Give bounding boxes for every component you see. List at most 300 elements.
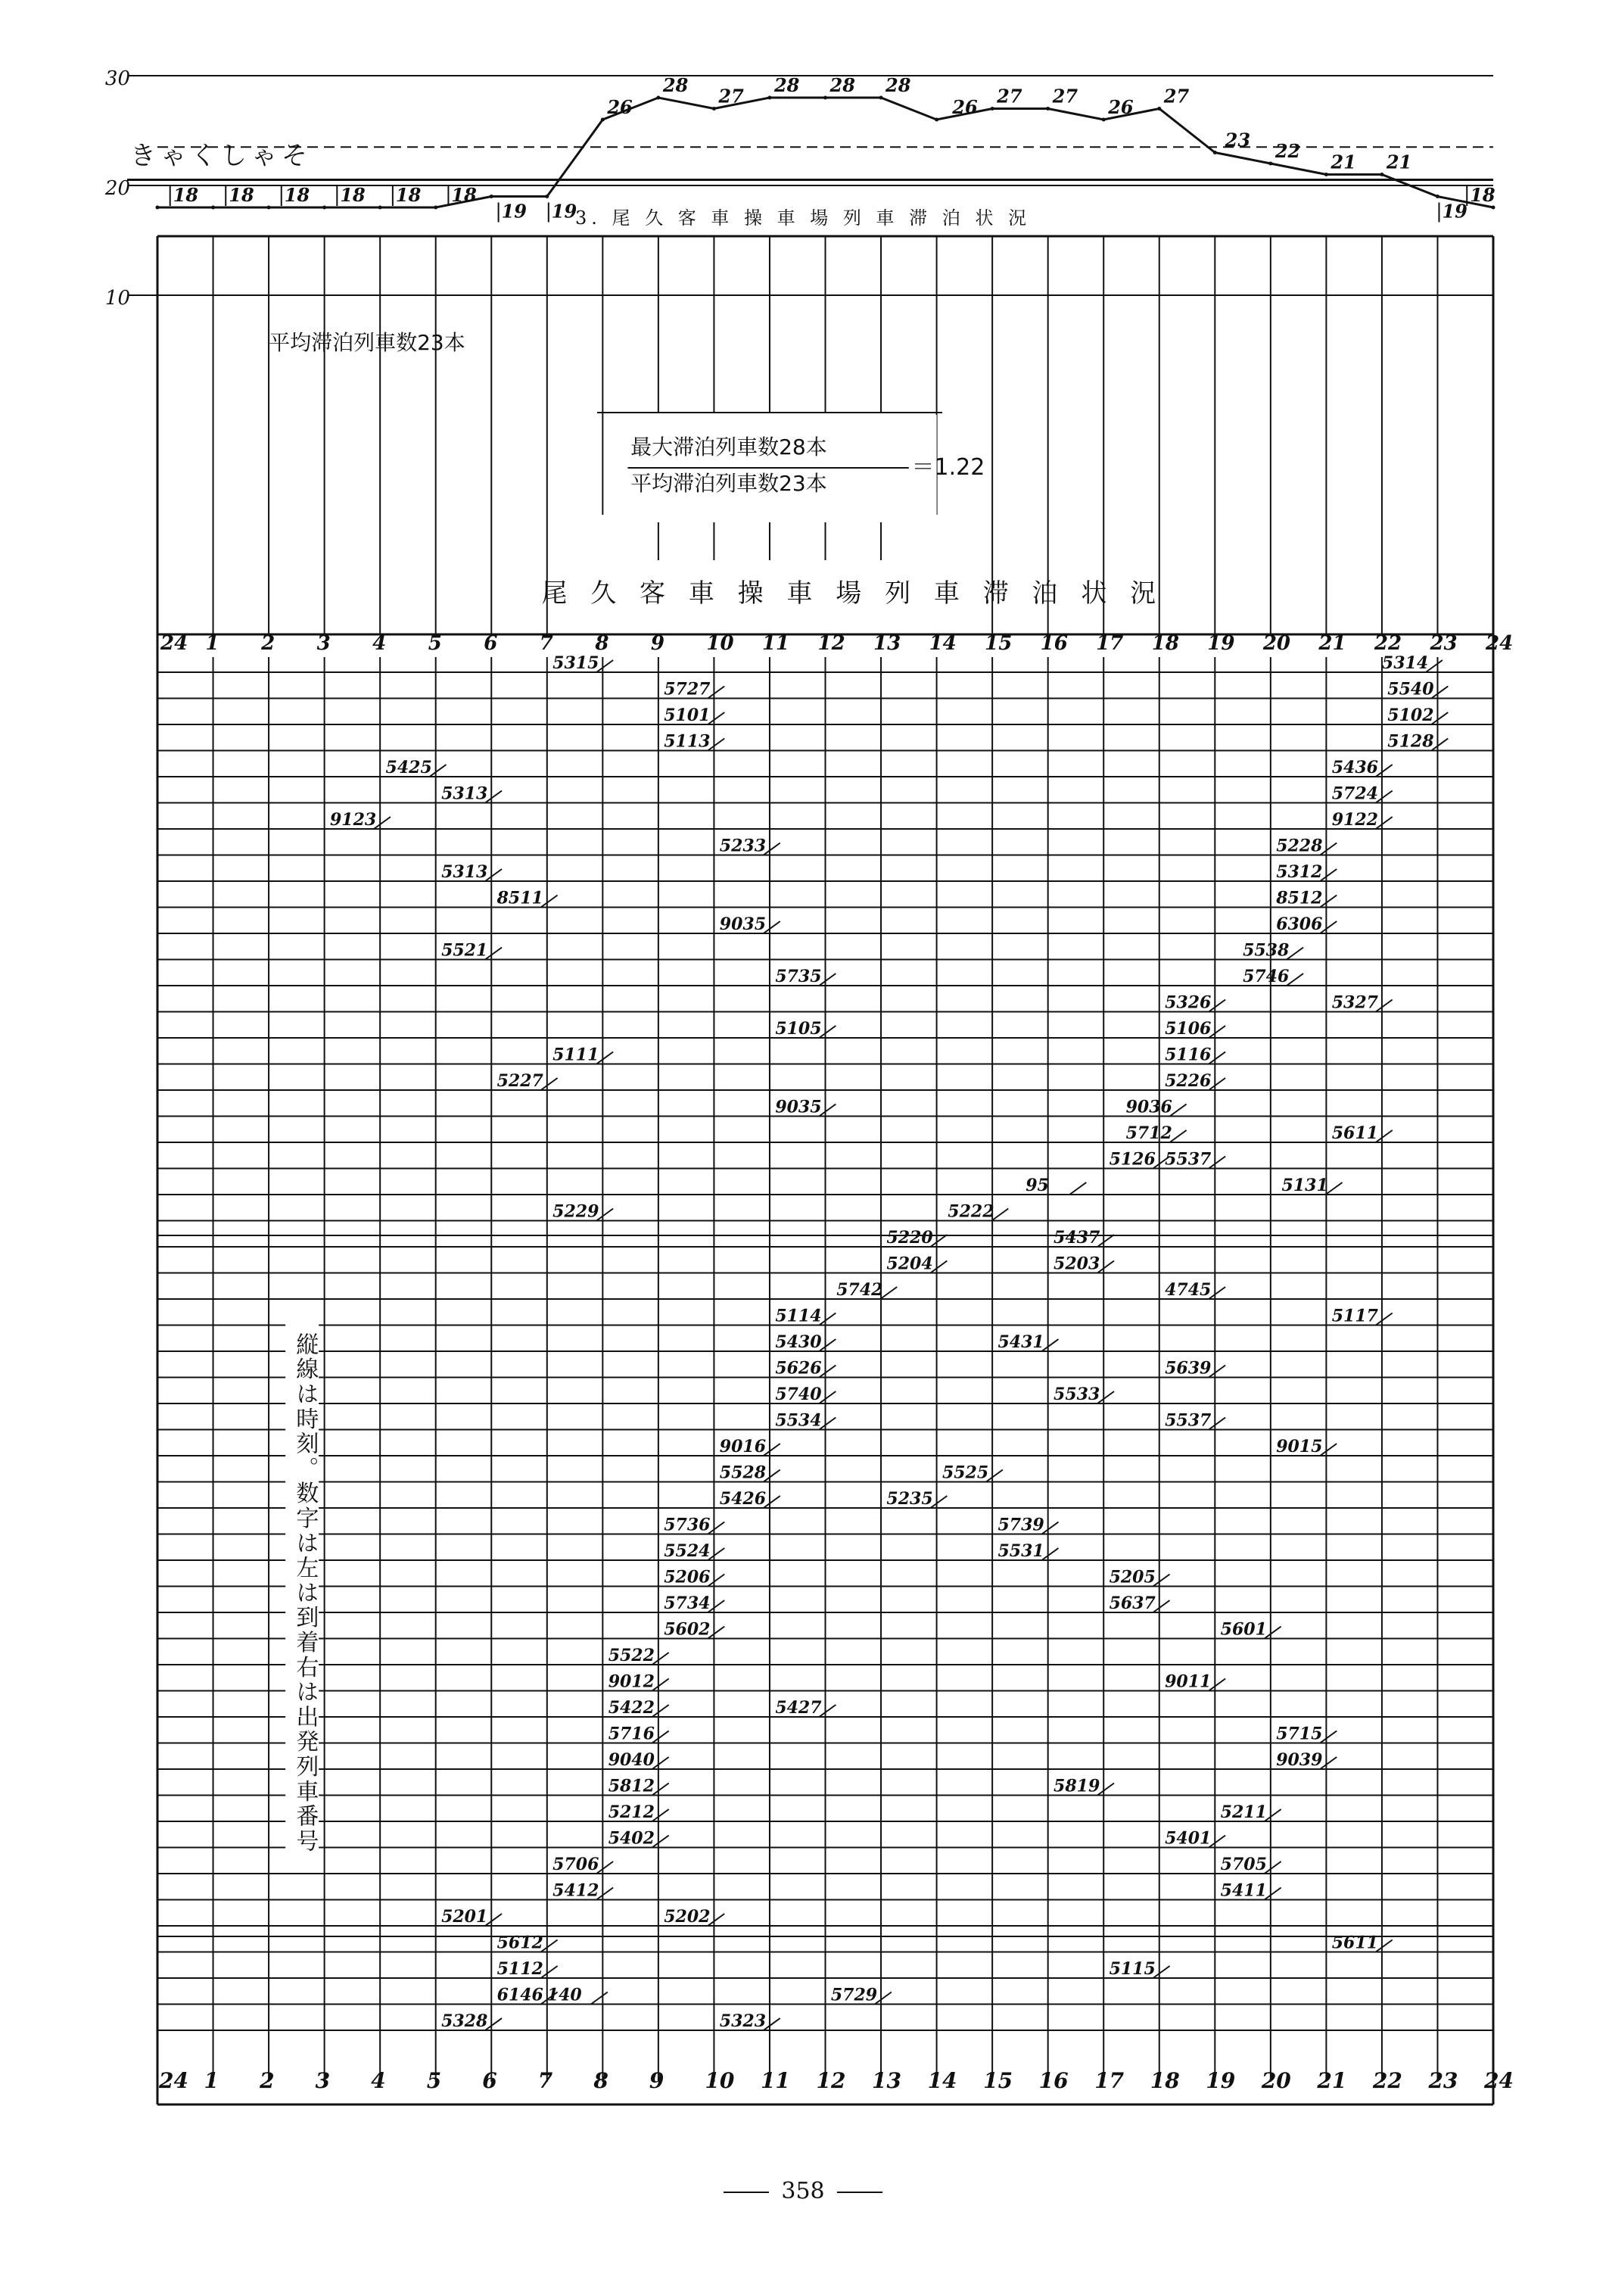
point-value-label: 26 xyxy=(1108,96,1134,118)
series-point xyxy=(823,96,827,100)
train-slash xyxy=(819,1026,836,1038)
train-slash xyxy=(708,1522,724,1534)
train-number-label: 5436 xyxy=(1331,758,1378,777)
train-number-label: 5314 xyxy=(1381,653,1429,673)
point-value-label: 26 xyxy=(607,96,633,118)
train-slash xyxy=(819,1418,836,1430)
train-number-label: 9012 xyxy=(608,1671,655,1692)
train-slash xyxy=(1209,1000,1225,1012)
hour-tick-label: 15 xyxy=(985,632,1013,655)
train-slash xyxy=(1431,687,1448,699)
hour-tick-label: 2 xyxy=(260,2068,275,2093)
train-slash xyxy=(930,1235,947,1247)
train-slash xyxy=(1170,1130,1187,1142)
train-slash xyxy=(1326,1182,1343,1195)
point-value-label: 18 xyxy=(340,184,366,206)
series-point xyxy=(1324,173,1328,176)
series-point xyxy=(991,107,994,111)
train-number-label: 5116 xyxy=(1165,1045,1212,1065)
train-slash xyxy=(1376,765,1393,777)
train-number-label: 5206 xyxy=(664,1567,711,1587)
line-chart-axis xyxy=(157,632,1513,655)
train-number-label: 8511 xyxy=(496,888,543,908)
train-slash xyxy=(764,921,780,933)
point-value-label: 18 xyxy=(1470,184,1496,206)
train-number-label: 5313 xyxy=(441,784,488,804)
train-slash xyxy=(541,1078,558,1090)
side-note-group xyxy=(285,1306,319,1855)
formula-result: ＝1.22 xyxy=(911,454,985,481)
train-number-label: 6306 xyxy=(1276,914,1323,934)
point-value-label: 19 xyxy=(551,200,577,223)
hour-tick-label: 14 xyxy=(927,2068,957,2093)
point-value-label: 18 xyxy=(284,184,310,206)
train-slash xyxy=(1170,1104,1187,1117)
series-point xyxy=(1157,107,1161,111)
train-number-label: 5431 xyxy=(998,1332,1044,1352)
hour-tick-label: 10 xyxy=(706,632,734,655)
train-number-label: 9040 xyxy=(608,1750,655,1770)
series-point xyxy=(211,206,215,210)
hour-tick-label: 12 xyxy=(817,632,845,655)
train-number-label: 5211 xyxy=(1220,1802,1267,1822)
series-point xyxy=(935,118,938,122)
formula-box-bg xyxy=(636,415,936,517)
hour-tick-label: 11 xyxy=(760,2068,790,2093)
train-slash xyxy=(591,1992,608,2005)
train-number-label: 5204 xyxy=(886,1254,933,1274)
train-slash xyxy=(485,869,502,881)
train-number-label: 6146 xyxy=(496,1985,543,2005)
point-value-label: 28 xyxy=(829,74,855,96)
train-number-label: 5227 xyxy=(496,1071,543,1091)
train-slash xyxy=(1265,1888,1281,1900)
train-number-label: 5742 xyxy=(836,1280,883,1300)
hour-tick-label: 20 xyxy=(1262,632,1291,655)
train-slash xyxy=(1320,1444,1337,1456)
train-slash xyxy=(1376,791,1393,803)
train-slash xyxy=(1320,843,1337,855)
train-slash xyxy=(1320,1731,1337,1743)
hour-tick-label: 21 xyxy=(1318,632,1346,655)
train-slash xyxy=(1320,921,1337,933)
train-number-label: 5203 xyxy=(1054,1254,1100,1274)
series-point xyxy=(322,206,326,210)
train-slash xyxy=(1320,1757,1337,1769)
train-slash xyxy=(708,1914,724,1926)
hour-tick-label: 3 xyxy=(316,632,331,655)
train-slash xyxy=(1069,1182,1086,1195)
train-number-label: 5812 xyxy=(608,1776,655,1796)
train-number-label: 5528 xyxy=(719,1463,767,1483)
hour-tick-label: 1 xyxy=(205,632,219,655)
series-point xyxy=(1213,151,1217,154)
hour-tick-label: 2 xyxy=(261,632,275,655)
train-number-label: 9015 xyxy=(1276,1437,1323,1456)
train-slash xyxy=(1209,1287,1225,1299)
hour-tick-label: 24 xyxy=(159,2068,188,2093)
hour-tick-label: 18 xyxy=(1150,2068,1180,2093)
train-number-label: 9016 xyxy=(719,1437,767,1456)
hour-tick-label: 4 xyxy=(372,632,387,655)
hour-tick-label: 24 xyxy=(160,632,188,655)
train-number-label: 5235 xyxy=(886,1489,933,1509)
train-number-label: 5639 xyxy=(1165,1358,1212,1379)
train-slash xyxy=(1431,739,1448,751)
series-point xyxy=(1492,206,1496,210)
hour-tick-label: 13 xyxy=(873,632,901,655)
train-number-label: 5525 xyxy=(942,1463,989,1483)
series-point xyxy=(378,206,382,210)
page-number-footer xyxy=(0,2178,1606,2204)
train-number-label: 5712 xyxy=(1125,1123,1172,1143)
hour-tick-label: 22 xyxy=(1372,2068,1402,2093)
point-value-label: 23 xyxy=(1225,129,1251,151)
point-value-label: 27 xyxy=(718,85,744,107)
hour-tick-label: 6 xyxy=(482,2068,497,2093)
series-point xyxy=(156,206,160,210)
train-number-label: 5727 xyxy=(664,679,711,699)
point-value-label: 18 xyxy=(451,184,477,206)
train-slash xyxy=(930,1496,947,1508)
train-number-label: 5637 xyxy=(1109,1593,1156,1613)
train-slash xyxy=(764,843,780,855)
series-point xyxy=(1380,173,1383,176)
point-value-label: 27 xyxy=(997,85,1022,107)
train-slash xyxy=(764,2018,780,2030)
train-number-label: 4745 xyxy=(1165,1280,1212,1300)
train-slash xyxy=(1097,1261,1114,1273)
train-slash xyxy=(1209,1026,1225,1038)
train-slash xyxy=(708,1627,724,1639)
point-value-label: 28 xyxy=(773,74,800,96)
timeline-axis xyxy=(158,2068,1514,2093)
train-number-label: 5601 xyxy=(1220,1619,1267,1640)
train-number-label: 5315 xyxy=(552,653,599,673)
train-slash xyxy=(1265,1627,1281,1639)
train-number-label: 9036 xyxy=(1125,1097,1172,1117)
train-number-label: 5626 xyxy=(775,1358,822,1379)
train-slash xyxy=(1426,660,1443,672)
train-number-label: 5222 xyxy=(948,1201,994,1222)
train-slash xyxy=(1153,1600,1170,1612)
train-number-label: 5533 xyxy=(1054,1385,1100,1404)
train-number-label: 5819 xyxy=(1054,1776,1100,1796)
train-number-label: 5427 xyxy=(775,1698,822,1718)
train-number-label: 5531 xyxy=(998,1541,1044,1561)
train-number-label: 5746 xyxy=(1243,967,1290,986)
train-slash xyxy=(880,1287,897,1299)
train-slash xyxy=(485,791,502,803)
hour-tick-label: 21 xyxy=(1317,2068,1347,2093)
series-point xyxy=(1268,162,1272,166)
train-number-label: 5117 xyxy=(1331,1306,1378,1326)
hour-tick-label: 8 xyxy=(593,2068,608,2093)
hour-tick-label: 1 xyxy=(204,2068,219,2093)
train-number-label: 5522 xyxy=(608,1646,655,1665)
train-slash xyxy=(986,1470,1003,1482)
train-number-label: 5312 xyxy=(1276,862,1323,882)
train-number-label: 5313 xyxy=(441,862,488,882)
train-slash xyxy=(1209,1418,1225,1430)
train-slash xyxy=(374,817,391,829)
series-point xyxy=(712,107,716,111)
train-slash xyxy=(1041,1548,1058,1560)
train-slash xyxy=(875,1992,892,2005)
train-number-label: 5115 xyxy=(1109,1959,1156,1979)
train-slash xyxy=(596,1861,613,1874)
y-tick-label: 30 xyxy=(104,67,130,90)
train-number-label: 5220 xyxy=(886,1228,933,1248)
hour-tick-label: 9 xyxy=(650,632,664,655)
hour-tick-label: 23 xyxy=(1428,2068,1458,2093)
train-slash xyxy=(991,1209,1008,1221)
train-number-label: 5706 xyxy=(552,1855,599,1874)
train-number-label: 8512 xyxy=(1276,888,1323,908)
train-number-label: 5611 xyxy=(1331,1123,1378,1143)
train-slash xyxy=(485,948,502,960)
timeline-train-labels xyxy=(285,653,1448,2031)
train-slash xyxy=(1209,1078,1225,1090)
train-number-label: 5402 xyxy=(608,1828,655,1849)
line-chart-point-labels xyxy=(170,74,1496,223)
train-number-label: 9035 xyxy=(775,1097,822,1117)
series-point xyxy=(767,96,771,100)
hour-tick-label: 4 xyxy=(371,2068,386,2093)
train-slash xyxy=(708,1600,724,1612)
train-slash xyxy=(652,1809,669,1821)
train-number-label: 5128 xyxy=(1387,731,1434,752)
train-slash xyxy=(1209,1052,1225,1064)
train-number-label: 5705 xyxy=(1220,1855,1267,1874)
train-slash xyxy=(485,1914,502,1926)
train-number-label: 5323 xyxy=(719,2011,767,2031)
series-point xyxy=(267,206,271,210)
train-number-label: 5425 xyxy=(385,758,432,777)
train-slash xyxy=(652,1679,669,1691)
hour-tick-label: 8 xyxy=(595,632,609,655)
train-number-label: 5602 xyxy=(664,1619,711,1640)
train-number-label: 5612 xyxy=(496,1933,543,1953)
train-slash xyxy=(541,1940,558,1952)
train-slash xyxy=(652,1757,669,1769)
train-number-label: 5724 xyxy=(1331,784,1378,804)
point-value-label: 27 xyxy=(1163,85,1190,107)
train-slash xyxy=(764,1496,780,1508)
train-number-label: 5106 xyxy=(1165,1019,1212,1039)
train-number-label: 5534 xyxy=(775,1410,822,1431)
train-number-label: 9011 xyxy=(1165,1671,1212,1692)
train-number-label: 5735 xyxy=(775,967,822,986)
train-number-label: 5112 xyxy=(496,1959,543,1979)
train-slash xyxy=(708,739,724,751)
train-slash xyxy=(1376,1940,1393,1952)
hour-tick-label: 7 xyxy=(537,2068,553,2093)
hour-tick-label: 17 xyxy=(1094,2068,1125,2093)
hour-tick-label: 22 xyxy=(1374,632,1402,655)
y-tick-label: 10 xyxy=(104,287,130,310)
train-slash xyxy=(819,1366,836,1378)
train-number-label: 5229 xyxy=(552,1201,599,1222)
point-value-label: 19 xyxy=(501,200,528,223)
train-slash xyxy=(541,1966,558,1978)
series-point xyxy=(1046,107,1050,111)
hour-tick-label: 7 xyxy=(539,632,553,655)
train-number-label: 9123 xyxy=(329,810,377,830)
hour-tick-label: 10 xyxy=(705,2068,735,2093)
train-number-label: 5126 xyxy=(1109,1149,1156,1170)
train-slash xyxy=(708,1548,724,1560)
train-slash xyxy=(541,896,558,908)
average-label: 平均滞泊列車数23本 xyxy=(269,330,465,355)
series-point xyxy=(490,195,493,198)
line-chart-title: 尾 久 客 車 操 車 場 列 車 滞 泊 状 況 xyxy=(541,578,1164,609)
formula-numerator: 最大滞泊列車数28本 xyxy=(630,435,827,460)
train-slash xyxy=(430,765,447,777)
point-value-label: 18 xyxy=(395,184,422,206)
train-slash xyxy=(1209,1836,1225,1848)
series-point xyxy=(656,96,660,100)
train-number-label: 5326 xyxy=(1165,992,1212,1013)
point-value-label: 21 xyxy=(1386,151,1412,173)
hour-tick-label: 11 xyxy=(761,632,790,655)
train-slash xyxy=(652,1836,669,1848)
train-slash xyxy=(1209,1679,1225,1691)
train-slash xyxy=(708,712,724,724)
hour-tick-label: 9 xyxy=(649,2068,664,2093)
train-slash xyxy=(596,1052,613,1064)
point-value-label: 18 xyxy=(229,184,254,206)
page-number: 358 xyxy=(781,2178,825,2204)
train-number-label: 5422 xyxy=(608,1698,655,1718)
train-slash xyxy=(1041,1522,1058,1534)
train-slash xyxy=(708,1575,724,1587)
train-number-label: 5411 xyxy=(1220,1880,1267,1901)
hour-tick-label: 16 xyxy=(1040,632,1068,655)
point-value-label: 26 xyxy=(952,96,978,118)
train-number-label: 140 xyxy=(546,1985,582,2005)
train-slash xyxy=(764,1470,780,1482)
hour-tick-label: 19 xyxy=(1206,2068,1236,2093)
train-slash xyxy=(819,974,836,986)
timeline-side-note: 縦線は時刻。数字は左は到着右は出発列車番号 xyxy=(291,1332,319,1855)
train-number-label: 5226 xyxy=(1165,1071,1212,1091)
hour-tick-label: 16 xyxy=(1038,2068,1069,2093)
train-slash xyxy=(1320,896,1337,908)
train-number-label: 5537 xyxy=(1165,1149,1212,1170)
hour-tick-label: 15 xyxy=(983,2068,1013,2093)
hour-tick-label: 17 xyxy=(1096,632,1124,655)
train-slash xyxy=(1041,1339,1058,1351)
hour-tick-label: 14 xyxy=(929,632,957,655)
train-number-label: 5233 xyxy=(719,836,767,856)
hour-tick-label: 23 xyxy=(1430,632,1458,655)
train-slash xyxy=(819,1705,836,1717)
train-number-label: 5201 xyxy=(441,1907,488,1927)
train-number-label: 5401 xyxy=(1165,1828,1212,1849)
train-number-label: 5228 xyxy=(1276,836,1323,856)
hour-tick-label: 24 xyxy=(1486,632,1514,655)
train-slash xyxy=(1431,712,1448,724)
train-number-label: 5327 xyxy=(1331,992,1378,1013)
hour-tick-label: 6 xyxy=(484,632,498,655)
train-number-label: 5131 xyxy=(1281,1176,1328,1195)
hour-tick-label: 12 xyxy=(816,2068,846,2093)
point-value-label: 21 xyxy=(1331,151,1356,173)
train-slash xyxy=(1209,1157,1225,1169)
train-number-label: 5202 xyxy=(664,1907,711,1927)
train-slash xyxy=(764,1444,780,1456)
train-number-label: 5538 xyxy=(1243,940,1290,961)
train-slash xyxy=(1376,1313,1393,1326)
train-slash xyxy=(1209,1366,1225,1378)
train-slash xyxy=(930,1261,947,1273)
point-value-label: 28 xyxy=(885,74,911,96)
train-slash xyxy=(819,1104,836,1117)
train-slash xyxy=(1265,1809,1281,1821)
train-number-label: 5611 xyxy=(1331,1933,1378,1953)
train-slash xyxy=(1320,869,1337,881)
train-number-label: 5114 xyxy=(775,1306,822,1326)
point-value-label: 28 xyxy=(662,74,689,96)
train-slash xyxy=(1376,1000,1393,1012)
train-slash xyxy=(596,1209,613,1221)
series-point xyxy=(601,118,605,122)
train-slash xyxy=(652,1731,669,1743)
y-tick-label: 20 xyxy=(104,177,130,200)
point-value-label: 27 xyxy=(1052,85,1078,107)
series-point xyxy=(1102,118,1106,122)
hour-tick-label: 13 xyxy=(872,2068,902,2093)
train-number-label: 5734 xyxy=(664,1593,711,1613)
point-value-label: 22 xyxy=(1275,140,1301,162)
train-slash xyxy=(1097,1391,1114,1403)
train-slash xyxy=(1376,1130,1393,1142)
train-slash xyxy=(1097,1784,1114,1796)
series-point xyxy=(1436,195,1439,198)
train-number-label: 5537 xyxy=(1165,1410,1212,1431)
figure-caption: 3. 尾 久 客 車 操 車 場 列 車 滞 泊 状 況 xyxy=(574,207,1032,229)
train-slash xyxy=(652,1784,669,1796)
hour-tick-label: 3 xyxy=(315,2068,331,2093)
train-number-label: 5105 xyxy=(775,1019,822,1039)
train-slash xyxy=(1287,948,1303,960)
train-number-label: 5524 xyxy=(664,1541,711,1561)
train-slash xyxy=(819,1313,836,1326)
train-number-label: 5212 xyxy=(608,1802,655,1822)
train-number-label: 5716 xyxy=(608,1724,655,1744)
series-point xyxy=(879,96,883,100)
train-slash xyxy=(652,1705,669,1717)
train-slash xyxy=(819,1339,836,1351)
hour-tick-label: 24 xyxy=(1484,2068,1514,2093)
train-slash xyxy=(819,1391,836,1403)
train-number-label: 5540 xyxy=(1387,679,1434,699)
train-number-label: 5412 xyxy=(552,1880,599,1901)
train-number-label: 5113 xyxy=(664,731,711,752)
train-slash xyxy=(485,2018,502,2030)
train-slash xyxy=(1153,1966,1170,1978)
train-slash xyxy=(652,1653,669,1665)
train-number-label: 9122 xyxy=(1331,810,1378,830)
train-number-label: 5101 xyxy=(664,706,711,725)
hour-tick-label: 19 xyxy=(1207,632,1235,655)
train-slash xyxy=(1097,1235,1114,1247)
formula-denominator: 平均滞泊列車数23本 xyxy=(630,471,827,496)
train-number-label: 5426 xyxy=(719,1489,767,1509)
train-number-label: 5521 xyxy=(441,940,488,961)
series-point xyxy=(545,195,549,198)
